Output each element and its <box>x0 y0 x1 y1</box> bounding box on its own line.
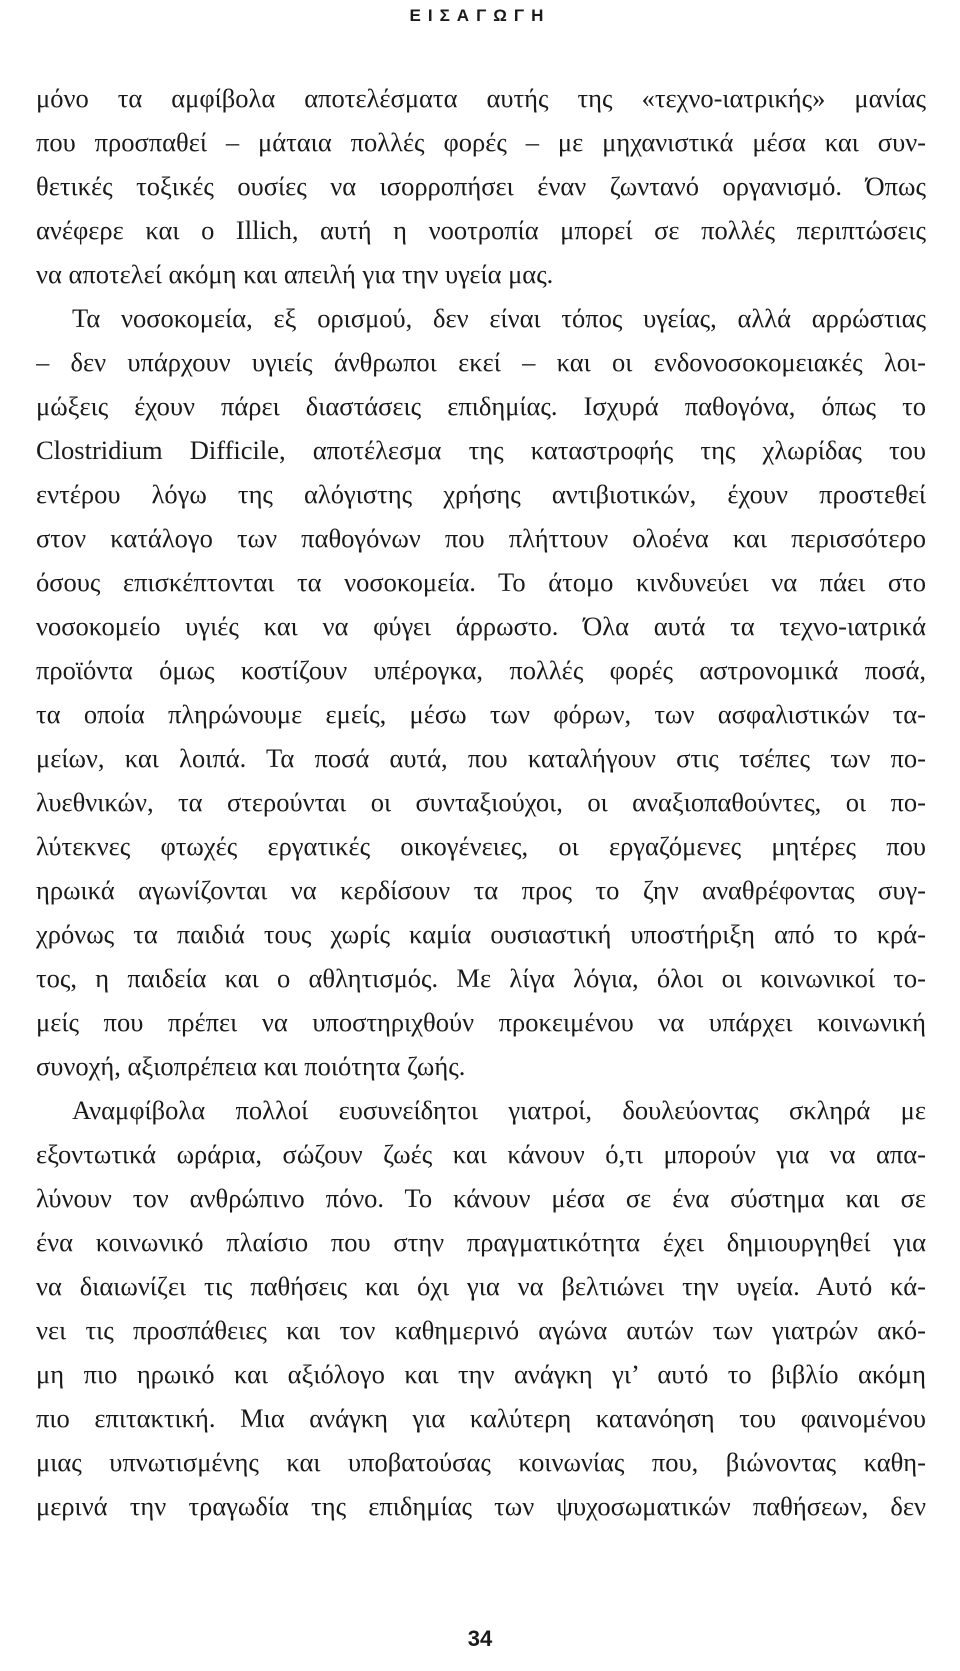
text-line: μη πιο ηρωικό και αξιόλογο και την ανάγκη γι’ αυτό το βιβλίο ακόμη <box>36 1359 926 1389</box>
text-line: λυεθνικών, τα στερούνται οι συνταξιούχοι, οι αναξιοπαθούντες, οι πο- <box>36 787 926 817</box>
text-line: όσους επισκέπτονται τα νοσοκομεία. Το άτομο κινδυνεύει να πάει στο <box>36 567 926 597</box>
text-line: ένα κοινωνικό πλαίσιο που στην πραγματικότητα έχει δημιουργηθεί για <box>36 1227 926 1257</box>
text-line: εντέρου λόγω της αλόγιστης χρήσης αντιβιοτικών, έχουν προστεθεί <box>36 479 926 509</box>
text-line: Αναμφίβολα πολλοί ευσυνείδητοι γιατροί, δουλεύοντας σκληρά με <box>72 1095 926 1125</box>
running-head: ΕΙΣΑΓΩΓΗ <box>409 6 551 25</box>
text-line: συνοχή, αξιοπρέπεια και ποιότητα ζωής. <box>36 1051 466 1081</box>
text-line: μείων, και λοιπά. Τα ποσά αυτά, που καταλήγουν στις τσέπες των πο- <box>36 743 926 773</box>
text-line: που προσπαθεί – μάταια πολλές φορές – με μηχανιστικά μέσα και συν- <box>36 127 926 157</box>
text-line: εξοντωτικά ωράρια, σώζουν ζωές και κάνουν ό,τι μπορούν για να απα- <box>36 1139 926 1169</box>
text-line: Τα νοσοκομεία, εξ ορισμού, δεν είναι τόπος υγείας, αλλά αρρώστιας <box>72 303 926 333</box>
text-line: μόνο τα αμφίβολα αποτελέσματα αυτής της «τεχνο-ιατρικής» μανίας <box>36 83 926 113</box>
text-line: μείς που πρέπει να υποστηριχθούν προκειμένου να υπάρχει κοινωνική <box>36 1007 926 1037</box>
text-line: να διαιωνίζει τις παθήσεις και όχι για να βελτιώνει την υγεία. Αυτό κά- <box>36 1271 926 1301</box>
text-line: νοσοκομείο υγιές και να φύγει άρρωστο. Όλα αυτά τα τεχνο-ιατρικά <box>36 611 926 641</box>
body-text <box>36 76 926 1528</box>
text-line: λύνουν τον ανθρώπινο πόνο. Το κάνουν μέσα σε ένα σύστημα και σε <box>36 1183 926 1213</box>
text-line: πιο επιτακτική. Μια ανάγκη για καλύτερη κατανόηση του φαινομένου <box>36 1403 926 1433</box>
text-line: μιας υπνωτισμένης και υποβατούσας κοινωνίας που, βιώνοντας καθη- <box>36 1447 926 1477</box>
text-line: χρόνως τα παιδιά τους χωρίς καμία ουσιαστική υποστήριξη από το κρά- <box>36 919 926 949</box>
text-line: τα οποία πληρώνουμε εμείς, μέσω των φόρων, των ασφαλιστικών τα- <box>36 699 926 729</box>
text-line: νει τις προσπάθειες και τον καθημερινό αγώνα αυτών των γιατρών ακό- <box>36 1315 926 1345</box>
page-number: 34 <box>467 1626 493 1651</box>
text-line: – δεν υπάρχουν υγιείς άνθρωποι εκεί – και οι ενδονοσοκομειακές λοι- <box>36 347 926 377</box>
text-line: να αποτελεί ακόμη και απειλή για την υγεία μας. <box>36 259 554 289</box>
text-line: θετικές τοξικές ουσίες να ισορροπήσει έναν ζωντανό οργανισμό. Όπως <box>36 171 926 201</box>
text-line: λύτεκνες φτωχές εργατικές οικογένειες, οι εργαζόμενες μητέρες που <box>36 831 926 861</box>
text-line: ηρωικά αγωνίζονται να κερδίσουν τα προς το ζην αναθρέφοντας συγ- <box>36 875 926 905</box>
text-line: Clostridium Difficile, αποτέλεσμα της καταστροφής της χλωρίδας του <box>36 435 926 465</box>
text-line: μώξεις έχουν πάρει διαστάσεις επιδημίας. Ισχυρά παθογόνα, όπως το <box>36 391 926 421</box>
text-line: στον κατάλογο των παθογόνων που πλήττουν ολοένα και περισσότερο <box>36 523 926 553</box>
text-line: τος, η παιδεία και ο αθλητισμός. Με λίγα λόγια, όλοι οι κοινωνικοί το- <box>36 963 926 993</box>
text-line: ανέφερε και ο Illich, αυτή η νοοτροπία μπορεί σε πολλές περιπτώσεις <box>36 215 926 245</box>
text-line: προϊόντα όμως κοστίζουν υπέρογκα, πολλές φορές αστρονομικά ποσά, <box>36 655 926 685</box>
text-line: μερινά την τραγωδία της επιδημίας των ψυχοσωματικών παθήσεων, δεν <box>36 1491 926 1521</box>
